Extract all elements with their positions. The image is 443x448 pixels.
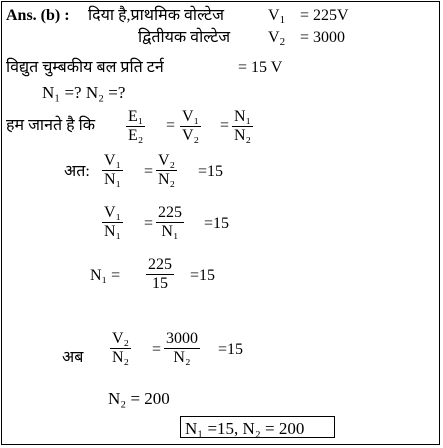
- primary-voltage-symbol: $V_1$: [268, 7, 286, 26]
- primary-voltage-hindi: दिया है,प्राथमिक वोल्टेज: [88, 7, 224, 24]
- final-answer-text: N₁ =15, N₂ = 200: [185, 419, 305, 438]
- secondary-voltage-value: = 3000: [300, 29, 346, 46]
- now-label: अब: [62, 349, 84, 366]
- eq3-rhs: =15: [204, 215, 230, 232]
- eq2-fraction-v1n1: $\frac{\text{V₁}}{\text{N₁}}$: [104, 152, 122, 188]
- eq6-n2-result: N₂ = 200: [108, 389, 170, 408]
- eq3-equals: =: [144, 215, 154, 232]
- eq2-rhs: =15: [198, 163, 224, 180]
- secondary-voltage-hindi: द्वितीयक वोल्टेज: [138, 29, 231, 46]
- eq4-fraction: $\frac{225}{15}$: [148, 256, 172, 292]
- hence-label: अत:: [64, 163, 90, 180]
- eq3-fraction-225n1: $\frac{225}{\text{N₁}}$: [158, 204, 182, 240]
- eq1-fraction-e: $\frac{\text{E₁}}{\text{E₂}}$: [128, 108, 144, 144]
- unknowns-line: N₁ =? N₂ =?: [42, 83, 126, 102]
- answer-label: Ans. (b) :: [6, 7, 70, 24]
- eq1-equals-2: =: [220, 117, 230, 134]
- eq5-equals: =: [152, 341, 162, 358]
- we-know-hindi: हम जानते है कि: [6, 117, 96, 134]
- eq2-equals: =: [144, 163, 154, 180]
- eq5-rhs: =15: [218, 341, 244, 358]
- eq4-lhs: N₁ =: [90, 267, 121, 284]
- eq5-fraction-3000n2: $\frac{3000}{\text{N₂}}$: [166, 330, 198, 366]
- eq1-equals: =: [166, 117, 176, 134]
- emf-per-turn-value: = 15 V: [238, 59, 283, 76]
- eq3-fraction-v1n1: $\frac{\text{V₁}}{\text{N₁}}$: [104, 204, 122, 240]
- primary-voltage-value: = 225V: [300, 7, 349, 24]
- eq4-rhs: =15: [190, 267, 216, 284]
- eq2-fraction-v2n2: $\frac{\text{V₂}}{\text{N₂}}$: [158, 152, 176, 188]
- final-answer-box: [180, 416, 335, 438]
- emf-per-turn-hindi: विद्युत चुम्बकीय बल प्रति टर्न: [6, 59, 164, 76]
- eq1-fraction-n: $\frac{\text{N₁}}{\text{N₂}}$: [234, 108, 252, 144]
- eq5-fraction-v2n2: $\frac{\text{V₂}}{\text{N₂}}$: [112, 330, 130, 366]
- secondary-voltage-symbol: $V_2$: [268, 29, 286, 48]
- eq1-fraction-v: $\frac{\text{V₁}}{\text{V₂}}$: [182, 108, 200, 144]
